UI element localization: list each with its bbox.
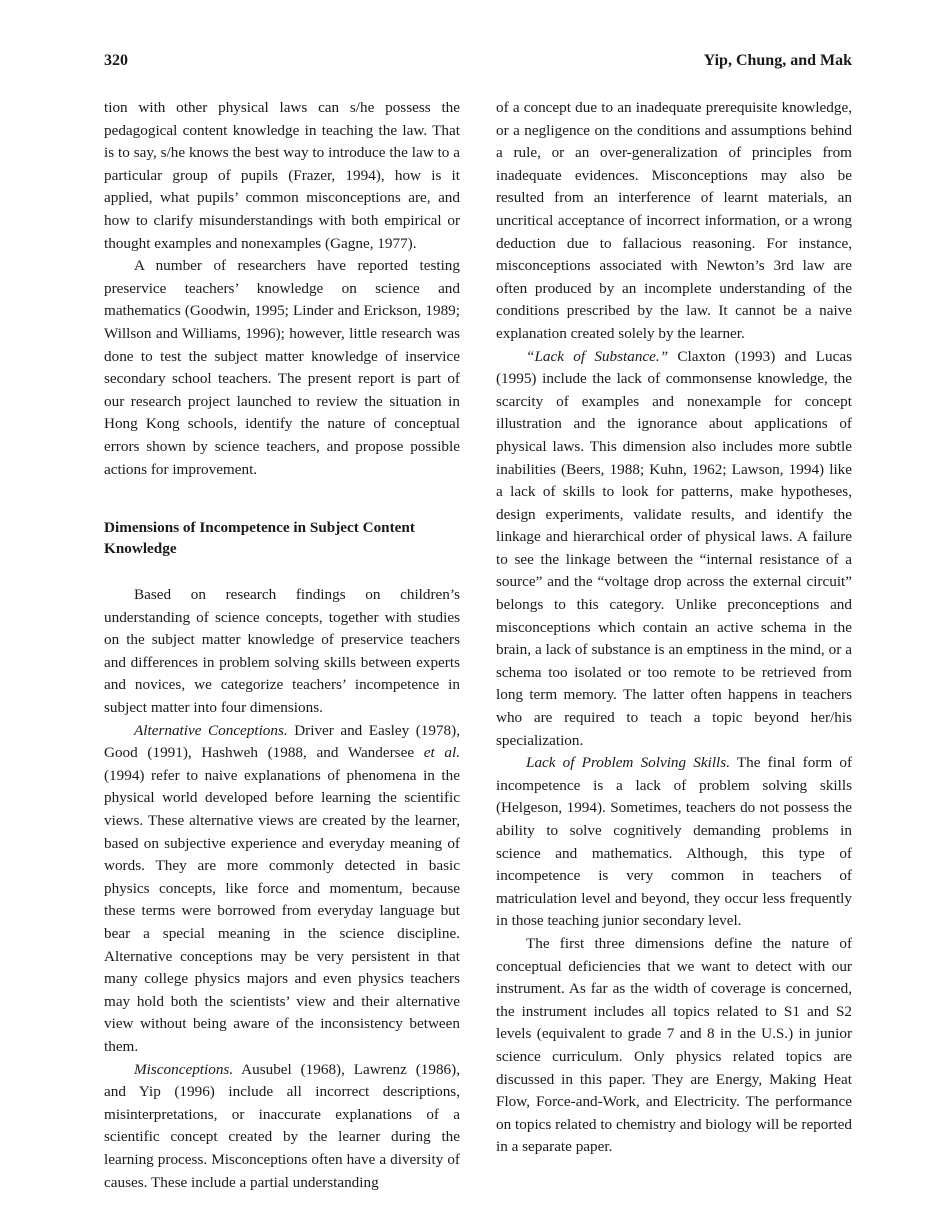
paragraph-alternative-conceptions	[104, 720, 460, 1059]
running-head-authors: Yip, Chung, and Mak	[703, 52, 852, 69]
paragraph-preservice-research: A number of researchers have reported testing preservice teachers’ knowledge on science and mathematics (Goodwin, 1995; Linder and Erickson, 1989; Willson and Williams, 1996); however, little research was done to test the subject matter knowledge of inservice secondary school teachers. The present report is part of our research project launched to review the situation in Hong Kong schools, identify the nature of conceptual errors shown by science teachers, and propose possible actions for improvement.	[104, 257, 460, 478]
run-in-heading-misconceptions: Misconceptions.	[134, 1060, 234, 1078]
right-column	[496, 97, 852, 1159]
paragraph-text: (1994) refer to naive explanations of phenomena in the physical world developed before learning the scientific views. These alternative views are created by the learner, based on subjective experience and everyday meaning of words. They are more commonly detected in basic physics concepts, like force and momentum, because these terms were borrowed from everyday language but bear a special meaning in the science discipline. Alternative conceptions may be very persistent in that many college physics majors and even physics teachers may hold both the scientists’ view and their alternative view without being aware of the inconsistency between them.	[104, 766, 460, 1055]
page-number: 320	[104, 52, 128, 69]
run-in-heading-problem-solving: Lack of Problem Solving Skills.	[526, 754, 730, 772]
paragraph-dimensions-intro: Based on research findings on children’s understanding of science concepts, together with studies on the subject matter knowledge of preservice teachers and differences in problem solving skills between experts and novices, we categorize teachers’ incompetence in subject matter into four dimensions.	[104, 586, 460, 717]
paragraph-text: Claxton (1993) and Lucas (1995) include the lack of commonsense knowledge, the scarcity of examples and nonexample for concept illustration and the ignorance about applications of physical laws. This dimension also includes more subtle inabilities (Beers, 1988; Kuhn, 1962; Lawson, 1994) like a lack of skills to look for patterns, make hypotheses, design experiments, validate results, and identify the linkage and hierarchical order of physical laws. A failure to see the linkage between the “internal resistance of a source” and the “voltage drop across the external circuit” belongs to this category. Unlike preconceptions and misconceptions which contain an active schema in the brain, a lack of substance is an emptiness in the mind, or a schema too isolated or too remote to be retrieved from long term memory. The latter often happens in teachers who are required to teach a topic beyond her/his specialization.	[496, 347, 853, 749]
left-column	[104, 97, 460, 1194]
et-al-text: et al.	[423, 744, 460, 762]
paragraph-misconceptions	[104, 1059, 460, 1195]
section-heading: Dimensions of Incompetence in Subject Content Knowledge	[104, 519, 415, 558]
paragraph-continued: tion with other physical laws can s/he possess the pedagogical content knowledge in teaching the law. That is to say, s/he knows the best way to introduce the law to a particular group of pupils (Frazer, 1994), how is it applied, what pupils’ common misconceptions are, and how to clarify misunderstandings with both empirical or thought examples and nonexamples (Gagne, 1977).	[104, 99, 460, 252]
paragraph-text: The final form of incompetence is a lack of problem solving skills (Helgeson, 1994). Sometimes, teachers do not possess the ability to solve cognitively demanding problems in science and mathematics. Although, this type of incompetence is very common in teachers of matriculation level and beyond, they occur less frequently in those teaching junior secondary level.	[496, 754, 852, 930]
paragraph-problem-solving	[496, 752, 852, 933]
paragraph-text: Ausubel (1968), Lawrenz (1986), and Yip (1996) include all incorrect descriptions, misinterpretations, or inaccurate explanations of a scientific concept created by the learner during the learning process. Misconceptions often have a diversity of causes. These include a partial understanding	[104, 1060, 460, 1191]
run-in-heading-lack-of-substance: “Lack of Substance.”	[526, 347, 669, 365]
paragraph-text: Driver and Easley (1978), Good (1991), Hashweh (1988, and Wandersee	[104, 721, 461, 762]
paragraph-scope: The first three dimensions define the nature of conceptual deficiencies that we want to detect with our instrument. As far as the width of coverage is concerned, the instrument includes all topics related to S1 and S2 levels (equivalent to grade 7 and 8 in the U.S.) in junior science curriculum. Only physics related topics are discussed in this paper. They are Energy, Making Heat Flow, Force-and-Work, and Electricity. The performance on topics related to chemistry and biology will be reported in a separate paper.	[496, 934, 852, 1156]
paragraph-lack-of-substance	[496, 346, 852, 753]
paragraph-misconceptions-continued: of a concept due to an inadequate prerequisite knowledge, or a negligence on the conditions and assumptions behind a rule, or an over-generalization of principles from inadequate evidences. Misconceptions may also be resulted from an interference of learnt materials, an uncritical acceptance of incorrect information, or a wrong deduction due to fallacious reasoning. For instance, misconceptions associated with Newton’s 3rd law are often produced by an incomplete understanding of the conditions prescribed by the law. It cannot be a naive explanation created solely by the learner.	[496, 99, 852, 342]
run-in-heading-alternative-conceptions: Alternative Conceptions.	[134, 721, 288, 739]
